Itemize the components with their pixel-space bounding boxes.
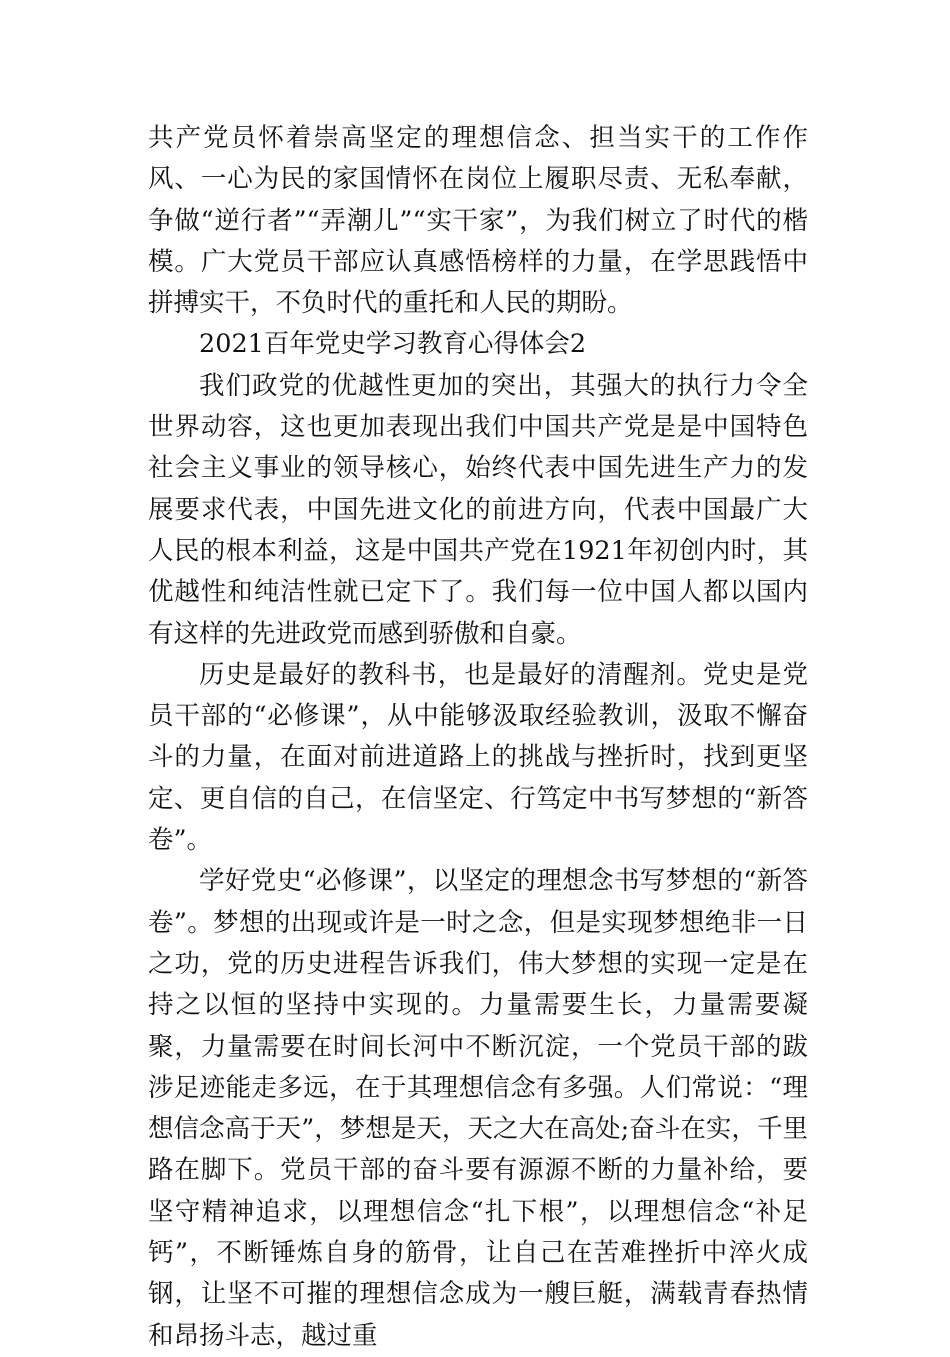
paragraph-continued: 共产党员怀着崇高坚定的理想信念、担当实干的工作作风、一心为民的家国情怀在岗位上履职尽责、无私奉献，争做“逆行者”“弄潮儿”“实干家”，为我们树立了时代的楷模。广大党员干部应认真感悟榜样的力量，在学思践悟中拼搏实干，不负时代的重托和人民的期盼。 <box>148 123 808 319</box>
paragraph-party-advantage: 我们政党的优越性更加的突出，其强大的执行力令全世界动容，这也更加表现出我们中国共产党是是中国特色社会主义事业的领导核心，始终代表中国先进生产力的发展要求代表，中国先进文化的前进方向，代表中国最广大人民的根本利益，这是中国共产党在1921年初创内时，其优越性和纯洁性就已定下了。我们每一位中国人都以国内有这样的先进政党而感到骄傲和自豪。 <box>148 370 808 649</box>
document-page <box>148 118 808 1357</box>
paragraph-study-party-history: 学好党史“必修课”，以坚定的理想念书写梦想的“新答卷”。梦想的出现或许是一时之念，但是实现梦想绝非一日之功，党的历史进程告诉我们，伟大梦想的实现一定是在持之以恒的坚持中实现的。力量需要生长，力量需要凝聚，力量需要在时间长河中不断沉淀，一个党员干部的跋涉足迹能走多远，在于其理想信念有多强。人们常说：“理想信念高于天”，梦想是天，天之大在高处;奋斗在实，千里路在脚下。党员干部的奋斗要有源源不断的力量补给，要坚守精神追求，以理想信念“扎下根”，以理想信念“补足钙”，不断锤炼自身的筋骨，让自己在苦难挫折中淬火成钢，让坚不可摧的理想信念成为一艘巨艇，满载青春热情和昂扬斗志，越过重 <box>148 866 808 1351</box>
paragraph-history-textbook: 历史是最好的教科书，也是最好的清醒剂。党史是党员干部的“必修课”，从中能够汲取经验教训，汲取不懈奋斗的力量，在面对前进道路上的挑战与挫折时，找到更坚定、更自信的自己，在信坚定、行笃定中书写梦想的“新答卷”。 <box>148 659 808 856</box>
section-heading: 2021百年党史学习教育心得体会2 <box>199 329 587 360</box>
